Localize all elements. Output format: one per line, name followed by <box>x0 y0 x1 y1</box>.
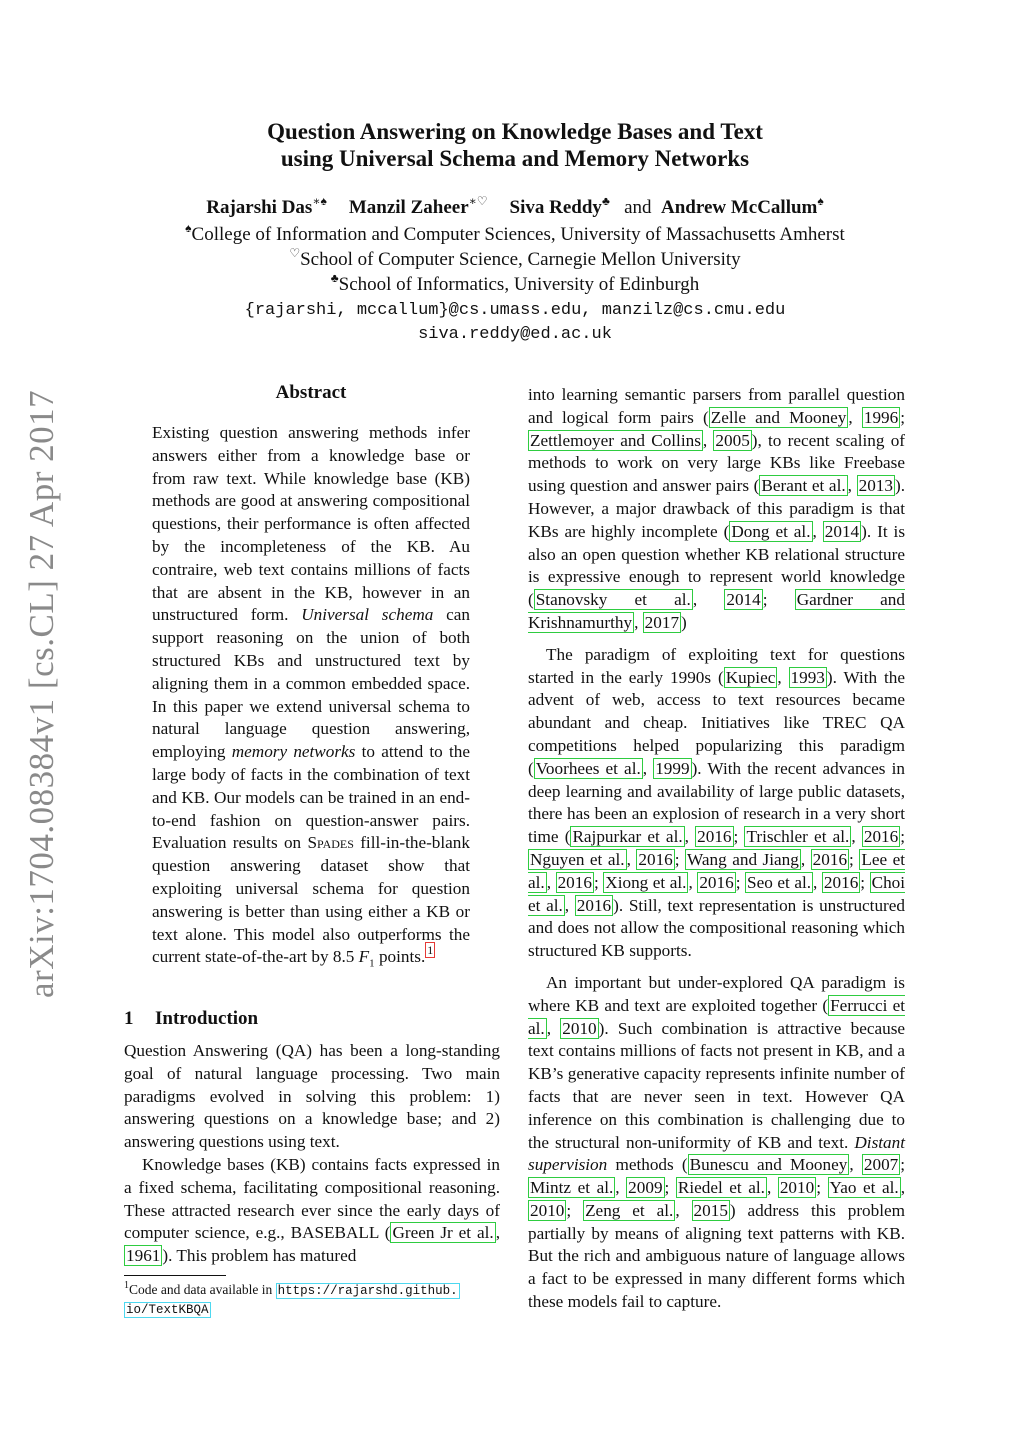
citation-link[interactable]: Zeng et al. <box>585 1200 674 1220</box>
affiliation <box>120 272 910 297</box>
affiliation <box>120 247 910 272</box>
abstract-body: Existing question answering methods infer answers either from a knowledge base or from raw text. While knowledge base (KB) methods are good at answering compositional questions, their performance is often affected by the incompleteness of the KB. Au contraire, web text contains millions of facts that are absent in the KB, however in an unstructured form. Universal schema can support reasoning on the union of both structured KBs and unstructured text by aligning them in a common embedded space. In this paper we extend universal schema to natural language question answering, employing memory networks to attend to the large body of facts in the combination of text and KB. Our models can be trained in an end-to-end fashion on question-answer pairs. Evaluation results on Spades fill-in-the-blank question answering dataset show that exploiting universal schema for question answering is better than using either a KB or text alone. This model also outperforms the current state-of-the-art by 8.5 $F_1$ points. $^1$ <box>152 423 470 970</box>
paragraph: Knowledge bases (KB) contains facts expressed in a fixed schema, facilitating compositional reasoning. These attracted research ever since the early days of computer science, e.g., BASEBALL ( Green Jr et al. , 1961 ). This problem has matured <box>124 1154 500 1266</box>
citation-link[interactable]: 1999 <box>655 758 690 778</box>
arxiv-identifier: arXiv:1704.08384v1 [cs.CL] 27 Apr 2017 <box>22 389 61 998</box>
citation-link[interactable]: Dong et al. <box>731 521 811 541</box>
author-name: Siva Reddy <box>509 197 602 218</box>
citation-link[interactable]: Voorhees et al. <box>535 758 641 778</box>
paragraph: An important but under-explored QA paradigm is where KB and text are exploited together ( Ferrucci et al. , 2010 ). Such combination is attractive because text contains millions of facts not present in KB, and a KB’s generative capacity represents infinite number of facts that are never seen in text. However QA inference on this combination is challenging due to the structural non-uniformity of KB and text. Distant supervision methods ( Bunescu and Mooney , 2007 ; Mintz et al. , 2009 ; Riedel et al. , 2010 ; Yao et al. , 2010 ; Zeng et al. , 2015 ) address this problem partially by means of aligning text patterns with KB. But the rich and ambiguous nature of language allows a fact to be expressed in many different forms which these models fail to capture. <box>528 972 906 1312</box>
citation-link[interactable]: Riedel et al. <box>677 1178 765 1198</box>
citation-link[interactable]: Trischler et al. <box>746 827 850 847</box>
citation-link[interactable]: 2016 <box>823 872 859 892</box>
citation-link[interactable]: Berant et al. <box>761 476 846 496</box>
affiliation-text: School of Computer Science, Carnegie Mellon University <box>300 249 741 270</box>
citation-link[interactable]: 2010 <box>530 1200 565 1220</box>
citation-link[interactable]: 2010 <box>562 1018 597 1038</box>
affiliation-mark: ♡ <box>289 246 301 260</box>
citation-link[interactable]: 2016 <box>557 872 592 892</box>
citation-link[interactable]: Mintz et al. <box>530 1178 614 1198</box>
footnote-rule <box>124 1275 226 1276</box>
citation-link[interactable]: Choi et al. <box>528 872 906 915</box>
citation-link[interactable]: 2014 <box>824 521 860 541</box>
citation-link[interactable]: Seo et al. <box>747 872 812 892</box>
citation-link[interactable]: Xiong et al. <box>605 872 687 892</box>
citation-link[interactable]: 2016 <box>576 895 612 915</box>
spades-dataset-name: Spades <box>307 833 354 853</box>
paragraph: The paradigm of exploiting text for questions started in the early 1990s ( Kupiec , 1993 ). With the advent of web, access to text resources became abundant and cheap. Initiatives like TREC QA competitions helped popularizing this paradigm ( Voorhees et al. , 1999 ). With the recent advances in deep learning and availability of large public datasets, there has been an explosion of research in a very short time ( Rajpurkar et al. , 2016 ; Trischler et al. , 2016 ; Nguyen et al. , 2016 ; Wang and Jiang , 2016 ; Lee et al. , 2016 ; Xiong et al. , 2016 ; Seo et al. , 2016 ; Choi et al. , 2016 ). Still, text representation is unstructured and does not allow the compositional reasoning which structured KB supports. <box>528 644 906 961</box>
citation-link[interactable]: Bunescu and Mooney <box>689 1155 848 1175</box>
citation-link[interactable]: Ferrucci et al. <box>528 995 905 1038</box>
citation-link[interactable]: Kupiec <box>725 667 776 687</box>
right-column <box>528 384 905 1314</box>
code-url-link[interactable]: https://rajarshd.github. <box>277 1284 458 1298</box>
paragraph: into learning semantic parsers from parallel question and logical form pairs ( Zelle and Mooney , 1996 ; Zettlemoyer and Collins , 2005 ), to recent scaling of methods to work on very large KBs like Freebase using question and answer pairs ( Berant et al. , 2013 ). However, a major drawback of this paradigm is that KBs are highly incomplete ( Dong et al. , 2014 ). It is also an open question whether KB relational structure is expressive enough to represent world knowledge ( Stanovsky et al. , 2014 ; Gardner and Krishnamurthy , 2017 ) <box>528 385 906 632</box>
citation-link[interactable]: 1996 <box>863 407 899 427</box>
author-marks: ♣ <box>601 194 610 208</box>
citation-link[interactable]: Wang and Jiang <box>687 849 799 869</box>
affiliation-text: School of Informatics, University of Edinburgh <box>338 274 700 295</box>
citation-link[interactable]: Stanovsky et al. <box>535 590 691 610</box>
section-heading-introduction: 1 Introduction <box>124 1008 259 1029</box>
author-list <box>120 196 910 220</box>
emphasis: Universal schema <box>301 605 434 625</box>
affiliation-text: College of Information and Computer Sciences, University of Massachusetts Amherst <box>191 224 845 245</box>
citation-link[interactable]: 1961 <box>126 1246 161 1266</box>
citation-link[interactable]: Yao et al. <box>829 1178 899 1198</box>
citation-link[interactable]: 2016 <box>699 872 734 892</box>
citation-link[interactable]: Green Jr et al. <box>392 1223 494 1243</box>
paper-title-line-1: Question Answering on Knowledge Bases and Text <box>267 119 763 144</box>
footnote-1-link[interactable]: 1 <box>427 943 434 958</box>
emphasis: Distant supervision <box>528 1132 905 1175</box>
citation-link[interactable]: 2017 <box>644 612 680 632</box>
affiliation-mark: ♠ <box>185 221 192 235</box>
email-line-2: siva.reddy@ed.ac.uk <box>418 325 612 344</box>
citation-link[interactable]: 2016 <box>863 827 899 847</box>
author-marks: ♠ <box>817 194 824 208</box>
introduction-left-column <box>124 1040 500 1268</box>
citation-link[interactable]: 2005 <box>715 430 750 450</box>
citation-link[interactable]: Nguyen et al. <box>530 849 625 869</box>
citation-link[interactable]: 2016 <box>638 849 673 869</box>
author-name: Andrew McCallum <box>661 197 818 218</box>
citation-link[interactable]: Zelle and Mooney <box>710 407 847 427</box>
emphasis: memory networks <box>231 742 356 762</box>
email-line-1: {rajarshi, mccallum}@cs.umass.edu, manzilz@cs.cmu.edu <box>244 301 786 320</box>
author-marks: ∗♠ <box>312 194 327 208</box>
f1-symbol: F <box>358 947 370 967</box>
citation-link[interactable]: 2009 <box>628 1178 663 1198</box>
affiliation <box>120 222 910 247</box>
citation-link[interactable]: 1993 <box>790 667 825 687</box>
abstract-heading: Abstract <box>275 382 347 403</box>
citation-link[interactable]: Zettlemoyer and Collins <box>530 430 701 450</box>
paragraph: Question Answering (QA) has been a long-standing goal of natural language processing. Two main paradigms evolved in solving this problem: 1) answering questions on a knowledge base; and 2) answering questions using text. <box>124 1041 500 1152</box>
citation-link[interactable]: 2010 <box>779 1178 815 1198</box>
citation-link[interactable]: 2015 <box>693 1200 728 1220</box>
paper-title-line-2: using Universal Schema and Memory Networks <box>280 146 750 171</box>
author-name: Manzil Zaheer <box>348 197 469 218</box>
and-word: and <box>624 197 652 218</box>
citation-link[interactable]: Lee et al. <box>528 849 906 892</box>
citation-link[interactable]: Rajpurkar et al. <box>572 827 683 847</box>
citation-link[interactable]: 2016 <box>697 827 732 847</box>
citation-link[interactable]: 2016 <box>812 849 848 869</box>
citation-link[interactable]: 2014 <box>726 590 761 610</box>
author-name: Rajarshi Das <box>206 197 313 218</box>
author-marks: ∗♡ <box>468 194 488 208</box>
citation-link[interactable]: 2013 <box>858 476 893 496</box>
affiliation-mark: ♣ <box>330 271 339 285</box>
citation-link[interactable]: Gardner and Krishnamurthy <box>528 590 905 632</box>
code-url-link[interactable]: io/TextKBQA <box>126 1303 209 1317</box>
footnote: $^1$Code and data available in https://rajarshd.github. io/TextKBQA <box>124 1280 458 1317</box>
citation-link[interactable]: 2007 <box>863 1155 899 1175</box>
